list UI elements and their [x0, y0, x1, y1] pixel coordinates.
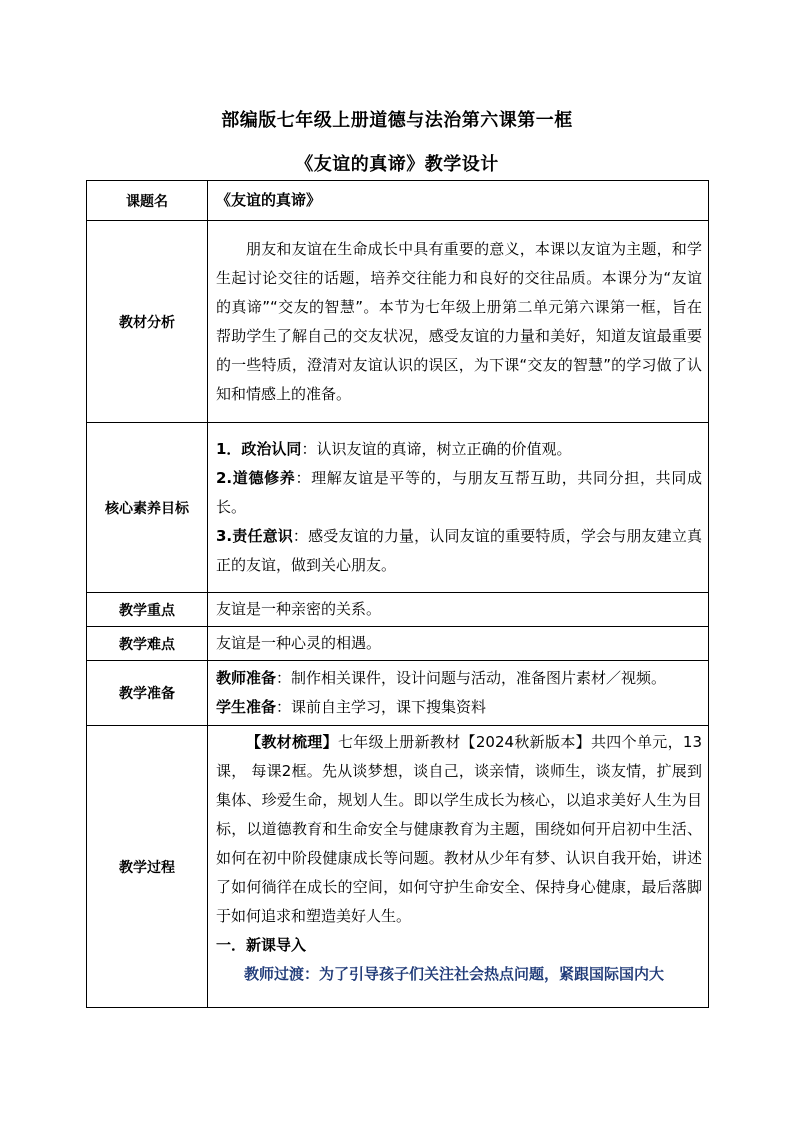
preparation-label: 教学准备 [87, 661, 208, 726]
row-preparation [87, 661, 709, 726]
teacher-prep-text: ：制作相关课件，设计问题与活动，准备图片素材／视频。 [276, 669, 667, 687]
process-intro-head: 【教材梳理】 [246, 733, 338, 751]
preparation-cell [208, 661, 709, 726]
goal-1-head: 1．政治认同 [216, 440, 302, 458]
difficulty-text: 友谊是一种心灵的相遇。 [208, 627, 709, 661]
goals-label: 核心素养目标 [87, 423, 208, 593]
topic-value: 《友谊的真谛》 [208, 181, 709, 221]
goal-3-text: ：感受友谊的力量，认同友谊的重要特质，学会与朋友建立真正的友谊，做到关心朋友。 [216, 527, 702, 574]
goal-2-text: ：理解友谊是平等的，与朋友互帮互助，共同分担，共同成长。 [216, 469, 702, 516]
document-title-line1: 部编版七年级上册道德与法治第六课第一框 [221, 110, 573, 131]
analysis-text: 朋友和友谊在生命成长中具有重要的意义，本课以友谊为主题，和学生起讨论交往的话题，培养交往能力和良好的交往品质。本课分为“友谊的真谛”“交友的智慧”。本节为七年级上册第二单元第六课第一框，旨在帮助学生了解自己的交友状况，感受友谊的力量和美好，知道友谊最重要的一些特质，澄清对友谊认识的误区，为下课“交友的智慧”的学习做了认知和情感上的准备。 [216, 239, 702, 403]
student-prep-text: ：课前自主学习，课下搜集资料 [276, 698, 487, 716]
teacher-prep-head: 教师准备 [216, 669, 277, 687]
student-prep-head: 学生准备 [216, 698, 277, 716]
analysis-cell [208, 221, 709, 423]
row-goals [87, 423, 709, 593]
row-key-point [87, 593, 709, 627]
student-prep [216, 693, 702, 722]
goal-item-3 [216, 522, 702, 580]
process-label: 教学过程 [87, 726, 208, 1008]
lesson-plan-table [86, 180, 709, 1008]
row-analysis [87, 221, 709, 423]
topic-label: 课题名 [87, 181, 208, 221]
section-1-title: 一．新课导入 [216, 936, 307, 954]
goal-item-2 [216, 464, 702, 522]
goals-cell [208, 423, 709, 593]
section-1-heading [216, 931, 702, 960]
goal-item-1 [216, 435, 702, 464]
row-topic [87, 181, 709, 221]
process-cell [208, 726, 709, 1008]
goal-2-head: 2.道德修养 [216, 469, 296, 487]
difficulty-label: 教学难点 [87, 627, 208, 661]
teacher-prep [216, 664, 702, 693]
teacher-transition: 教师过渡：为了引导孩子们关注社会热点问题，紧跟国际国内大 [244, 965, 665, 983]
goal-3-head: 3.责任意识 [216, 527, 293, 545]
analysis-label: 教材分析 [87, 221, 208, 423]
row-process [87, 726, 709, 1008]
goal-1-text: ：认识友谊的真谛，树立正确的价值观。 [301, 440, 572, 458]
process-intro [216, 728, 702, 931]
process-intro-text: 七年级上册新教材【2024秋新版本】共四个单元，13课， 每课2框。先从谈梦想，谈自己，谈亲情，谈师生，谈友情，扩展到集体、珍爱生命，规划人生。即以学生成长为核心，以追求美好人生为目标，以道德教育和生命安全与健康教育为主题，围绕如何开启初中生活、如何在初中阶段健康成长等问题。教材从少年有梦、认识自我开始，讲述了如何徜徉在成长的空间，如何守护生命安全、保持身心健康，最后落脚于如何追求和塑造美好人生。 [216, 733, 702, 925]
row-difficulty [87, 627, 709, 661]
key-point-label: 教学重点 [87, 593, 208, 627]
key-point-text: 友谊是一种亲密的关系。 [208, 593, 709, 627]
document-title-line2: 《友谊的真谛》教学设计 [295, 154, 499, 175]
